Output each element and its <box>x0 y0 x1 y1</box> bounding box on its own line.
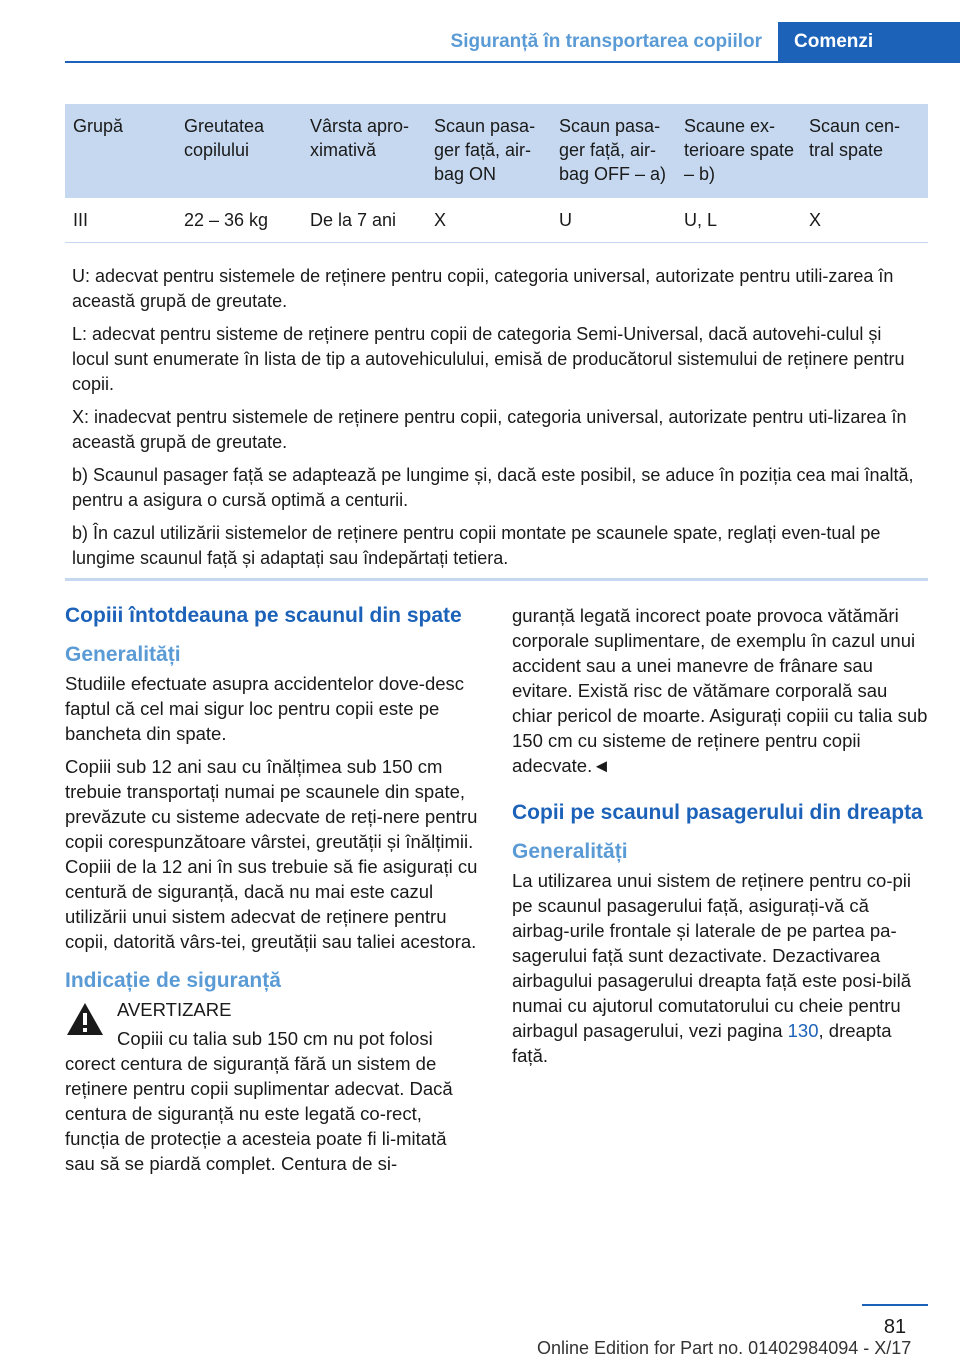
table-cell: U, L <box>676 198 801 243</box>
paragraph <box>512 868 928 1068</box>
warning-title: AVERTIZARE <box>117 999 232 1020</box>
table-notes <box>72 264 922 579</box>
chapter-tab[interactable]: Comenzi <box>778 22 960 62</box>
paragraph: Copiii sub 12 ani sau cu înălțimea sub 150 cm trebuie transportați numai pe scaunele din spate, prevăzute cu sisteme adecvate de reți-nere pentru copii corespunzătoare vârstei, greutății și înălțimii. Copiii de la 12 ani în sus trebuie să fie asigurați cu centură de siguranță, dacă nu mai este cazul utilizării unui sistem adecvat de reținere pentru copii, datorită vârs-tei, greutății sau taliei acestora. <box>65 756 478 952</box>
paragraph-text: La utilizarea unui sistem de reținere pentru co-pii pe scaunul pasagerului față, asigurați-vă că airbag-urile frontale și laterale de pe partea pa-sagerului față sunt dezactivate. Dezactivarea airbagului pasagerului dreapta față este posi-bilă numai cu ajutorul comutatorului cu cheie pentru airbagul pasagerului, vezi pagina <box>512 870 912 1041</box>
heading-front-passenger: Copii pe scaunul pasagerului din dreapta <box>512 801 923 824</box>
right-column <box>512 603 928 1076</box>
heading-rear-seat: Copiii întotdeauna pe scaunul din spate <box>65 604 462 627</box>
table-cell: III <box>65 198 176 243</box>
table-header-row <box>65 104 928 198</box>
header-cell: Greutatea copilului <box>176 104 302 198</box>
section-title: Siguranță în transportarea copiilor <box>450 31 762 52</box>
header-cell: Scaun pasa-ger față, air-bag OFF – a) <box>551 104 676 198</box>
table-cell: X <box>426 198 551 243</box>
note-l: L: adecvat pentru sisteme de reținere pentru copii de categoria Semi-Universal, dacă autovehi-culul și locul sunt enumerate în lista de tip a autovehiculului, emisă de producătorul sistemului de reținere pentru copii. <box>72 324 905 394</box>
subheading-general: Generalități <box>65 643 181 666</box>
header-rule <box>65 61 960 63</box>
header-cell: Vârsta apro-ximativă <box>302 104 426 198</box>
paragraph: Studiile efectuate asupra accidentelor dove-desc faptul că cel mai sigur loc pentru copii este pe bancheta din spate. <box>65 673 465 744</box>
table-row <box>65 198 928 243</box>
table-cell: 22 – 36 kg <box>176 198 302 243</box>
header-cell: Scaun pasa-ger față, air-bag ON <box>426 104 551 198</box>
paragraph: guranță legată incorect poate provoca vătămări corporale suplimentare, de exemplu în cazul unui accident sau a unei manevre de frânare sau evitare. Există risc de vătămare corporală sau chiar pericol de moarte. Asigurați copiii cu talia sub 150 cm cu sisteme de reținere pentru copii adecvate.◄ <box>512 605 928 776</box>
page-number: 81 <box>883 1316 907 1338</box>
subheading-safety: Indicație de siguranță <box>65 969 281 992</box>
table-cell: De la 7 ani <box>302 198 426 243</box>
header-cell: Grupă <box>65 104 176 198</box>
note-u: U: adecvat pentru sistemele de reținere pentru copii, categoria universal, autorizate pentru utili-zarea în această grupă de greutate. <box>72 266 894 311</box>
subheading-general: Generalități <box>512 840 628 863</box>
note-x: X: inadecvat pentru sistemele de reținere pentru copii, categoria universal, autorizate pentru uti-lizarea în această grupă de greutate. <box>72 407 907 452</box>
edition-text: Online Edition for Part no. 01402984094 - X/17 <box>537 1338 912 1358</box>
page-header <box>65 22 960 62</box>
header-cell: Scaun cen-tral spate <box>801 104 928 198</box>
header-cell: Scaune ex-terioare spate – b) <box>676 104 801 198</box>
child-seat-table <box>65 104 928 243</box>
warning-block <box>65 997 480 1022</box>
note-b1: b) Scaunul pasager față se adaptează pe lungime și, dacă este posibil, se aduce în poziția cea mai înaltă, pentru a asigura o cursă optimă a centurii. <box>72 465 914 510</box>
note-b2: b) În cazul utilizării sistemelor de reținere pentru copii montate pe scaunele spate, reglați even-tual pe lungime scaunul față și adaptați sau îndepărtați tetiera. <box>72 523 881 568</box>
page-link[interactable]: 130 <box>787 1020 819 1041</box>
warning-text: Copiii cu talia sub 150 cm nu pot folosi corect centura de siguranță fără un sistem de reținere pentru copii suplimentar adecvat. Dacă centura de siguranță nu este legată co-rect, funcția de protecție a acesteia poate fi li-mitată sau să se piardă complet. Centura de si- <box>65 1028 453 1174</box>
table-cell: X <box>801 198 928 243</box>
footer-rule <box>862 1304 928 1306</box>
table-cell: U <box>551 198 676 243</box>
paragraph-text: , dreapta față. <box>512 1020 892 1066</box>
notes-divider <box>65 578 928 581</box>
warning-triangle-icon <box>65 1001 105 1037</box>
left-column <box>65 603 480 1184</box>
